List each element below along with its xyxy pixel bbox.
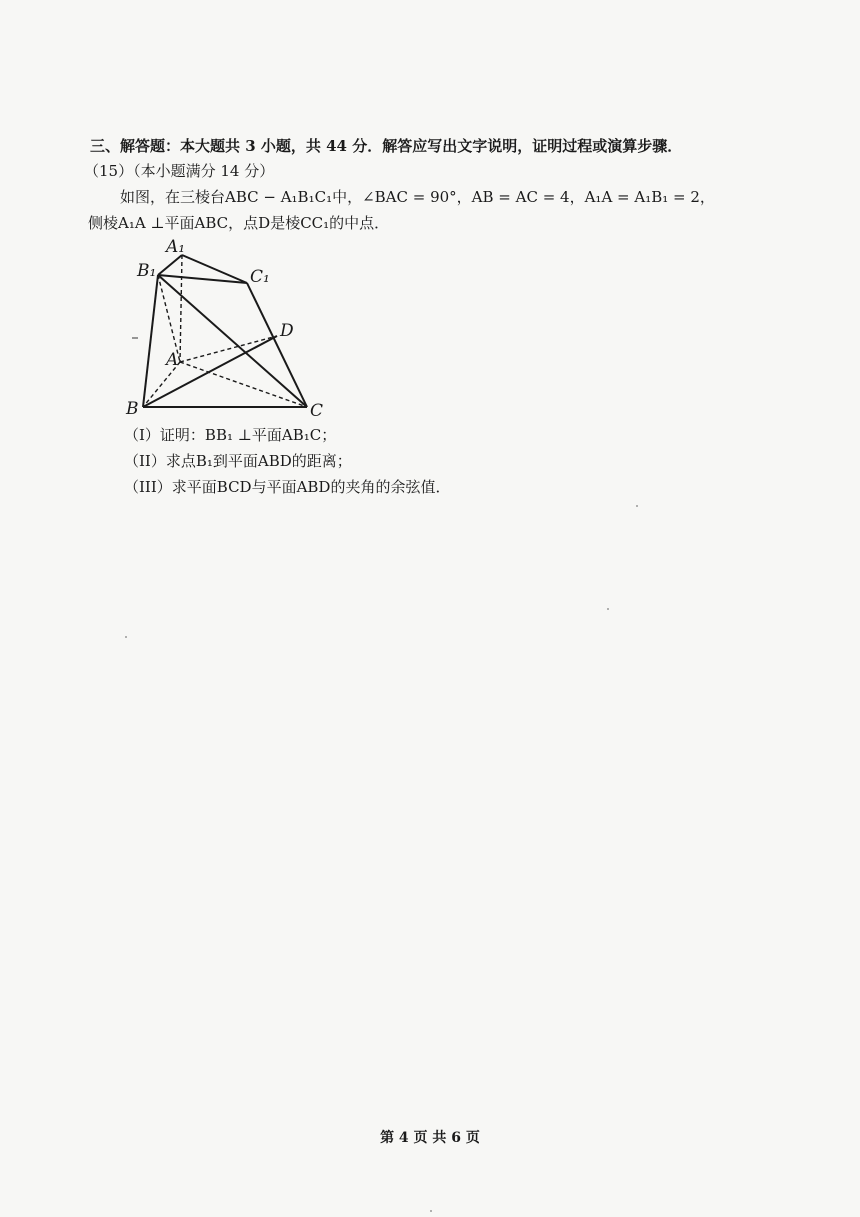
question-3: （III）求平面BCD与平面ABD的夹角的余弦值． <box>124 478 451 496</box>
edge-b1-a1 <box>158 255 182 275</box>
scan-speck <box>125 636 127 638</box>
label-a: A <box>166 350 179 370</box>
edge-a-d <box>180 336 277 362</box>
scan-speck <box>636 505 638 507</box>
frustum-figure <box>120 238 340 428</box>
section-heading: 三、解答题：本大题共 3 小题，共 44 分．解答应写出文字说明，证明过程或演算步骤． <box>90 137 683 155</box>
edge-b1-b <box>143 275 158 407</box>
label-c: C <box>310 401 324 421</box>
label-d: D <box>280 321 294 341</box>
label-b1: B₁ <box>137 261 157 281</box>
scan-speck <box>607 608 609 610</box>
label-a1: A₁ <box>166 238 186 257</box>
problem-text-line-2: 侧棱A₁A ⊥平面ABC，点D是棱CC₁的中点． <box>88 214 390 232</box>
edge-b1-a <box>158 275 180 362</box>
question-2: （II）求点B₁到平面ABD的距离； <box>124 452 352 470</box>
label-b: B <box>126 399 139 419</box>
question-1: （I）证明：BB₁ ⊥平面AB₁C； <box>124 426 337 444</box>
page-footer: 第 4 页 共 6 页 <box>380 1130 480 1146</box>
problem-text-line-1: 如图，在三棱台ABC − A₁B₁C₁中，∠BAC = 90°，AB = AC = 4，A₁A = A₁B₁ = 2， <box>120 188 715 206</box>
edge-b-d <box>143 336 277 407</box>
edge-a1-a <box>180 255 182 362</box>
label-c1: C₁ <box>250 267 270 287</box>
problem-number: （15）（本小题满分 14 分） <box>84 162 275 180</box>
scan-speck <box>430 1210 432 1212</box>
